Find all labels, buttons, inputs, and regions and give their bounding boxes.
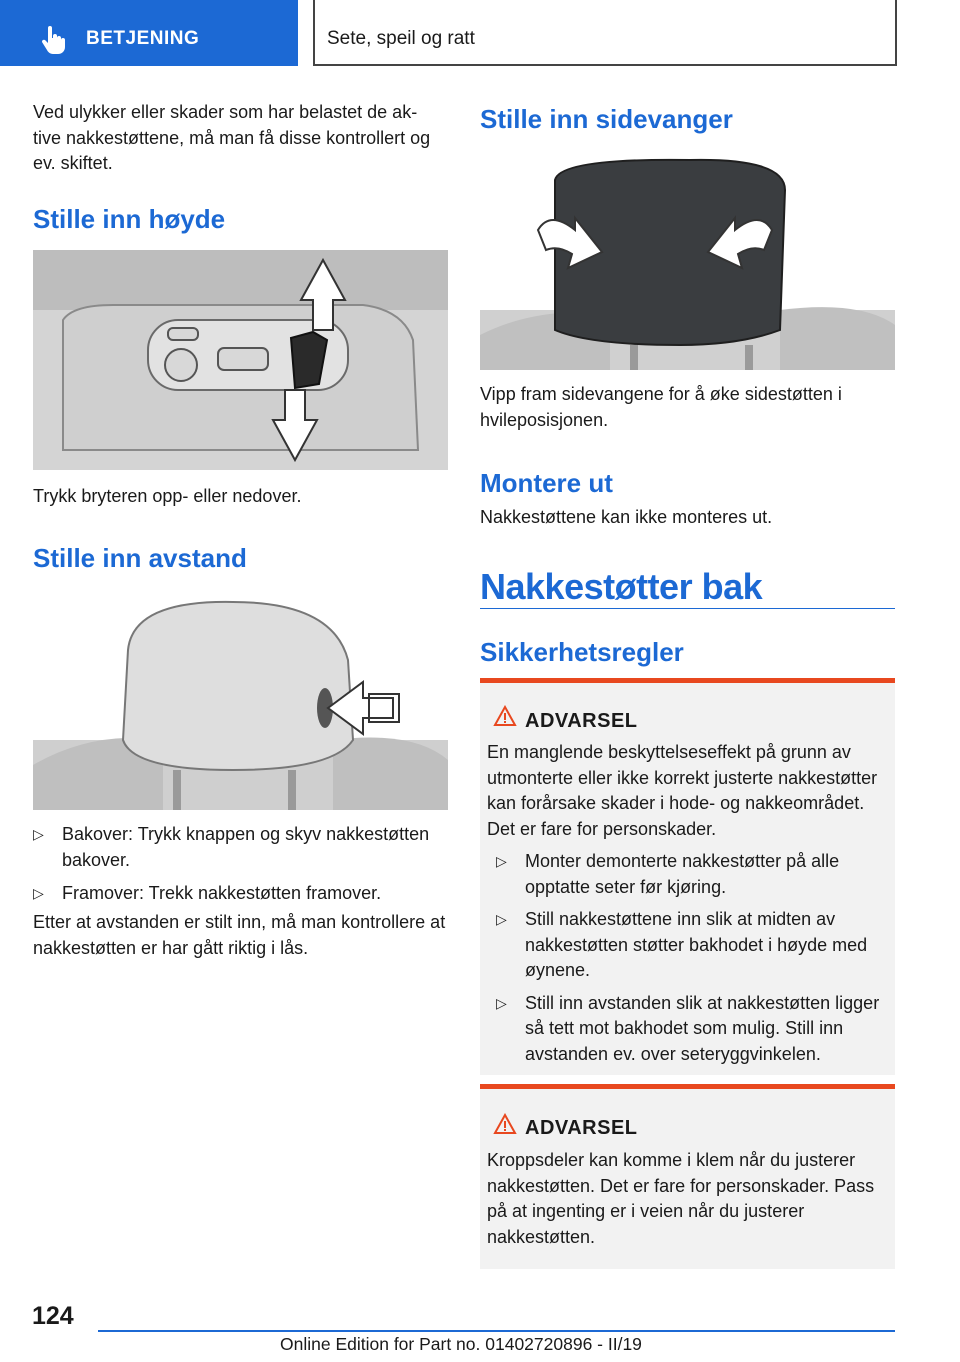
warning-box xyxy=(480,678,895,1075)
safety-heading: Sikkerhetsregler xyxy=(480,637,684,667)
heading-rule xyxy=(480,608,895,609)
list-item xyxy=(33,822,443,873)
headrest-button-figure xyxy=(33,590,448,810)
warning-text: En manglende beskyttelseseffekt på grunn av utmonterte eller ikke korrekt justerte nakkestøtter kan forårsake skader i hode- og nakkeområdet. Det er fare for personskader. xyxy=(487,742,878,839)
triangle-bullet-icon: ▷ xyxy=(496,994,507,1011)
bullet-text: Bakover: Trykk knappen og skyv nakkestøtten bakover. xyxy=(62,824,430,870)
list-item xyxy=(496,991,889,1068)
side-heading: Stille inn sidevanger xyxy=(480,104,733,134)
triangle-bullet-icon: ▷ xyxy=(33,826,44,842)
triangle-bullet-icon: ▷ xyxy=(496,853,507,869)
height-heading: Stille inn høyde xyxy=(33,204,226,234)
seat-switch-figure xyxy=(33,250,448,470)
list-item xyxy=(496,849,889,900)
hand-pointer-icon xyxy=(40,26,66,54)
warning-text: Kroppsdeler kan komme i klem når du justerer nakkestøtten. Det er fare for personskader. Pass på at ingenting er i veien når du justerer nakkestøtten. xyxy=(487,1150,875,1247)
side-caption: Vipp fram sidevangene for å øke sidestøtten i hvileposisjonen. xyxy=(480,384,842,430)
bullet-text: Framover: Trekk nakkestøtten framover. xyxy=(62,883,382,903)
side-wings-figure xyxy=(480,150,895,370)
rear-heading: Nakkestøtter bak xyxy=(480,566,763,607)
triangle-bullet-icon: ▷ xyxy=(33,885,44,901)
intro-paragraph: Ved ulykker eller skader som har belastet de aktive nakkestøttene, må man få disse kontrollert og ev. skiftet. xyxy=(33,102,431,173)
warning-triangle-icon xyxy=(493,705,517,727)
section-tab[interactable] xyxy=(0,0,298,66)
height-caption: Trykk bryteren opp- eller nedover. xyxy=(33,486,302,506)
distance-heading: Stille inn avstand xyxy=(33,543,247,573)
remove-heading: Montere ut xyxy=(480,468,613,498)
edition-note: Online Edition for Part no. 01402720896 - II/19 xyxy=(280,1334,642,1354)
page-number: 124 xyxy=(32,1302,74,1330)
warning-triangle-icon xyxy=(493,1113,517,1135)
triangle-bullet-icon: ▷ xyxy=(496,911,507,927)
warning-box xyxy=(480,1084,895,1269)
bullet-text: Monter demonterte nakkestøtter på alle opptatte seter før kjøring. xyxy=(525,851,840,897)
bullet-text: Still inn avstanden slik at nakkestøtten ligger så tett mot bakhodet som mulig. Still inn avstanden ev. over seteryggvinkelen. xyxy=(525,992,880,1064)
remove-text: Nakkestøttene kan ikke monteres ut. xyxy=(480,507,773,527)
section-label: BETJENING xyxy=(86,28,200,49)
chapter-title-box xyxy=(313,0,897,66)
distance-note: Etter at avstanden er stilt inn, må man kontrollere at nakkestøtten er har gått riktig i lås. xyxy=(33,912,446,958)
warning-title: ADVARSEL xyxy=(525,1117,638,1139)
list-item xyxy=(496,907,889,984)
chapter-title: Sete, speil og ratt xyxy=(327,28,475,49)
footer-rule xyxy=(98,1330,895,1332)
bullet-text: Still nakkestøttene inn slik at midten av nakkestøtten støtter bakhodet i høyde med øynene. xyxy=(525,909,868,980)
list-item xyxy=(33,881,443,907)
warning-title: ADVARSEL xyxy=(525,710,638,732)
